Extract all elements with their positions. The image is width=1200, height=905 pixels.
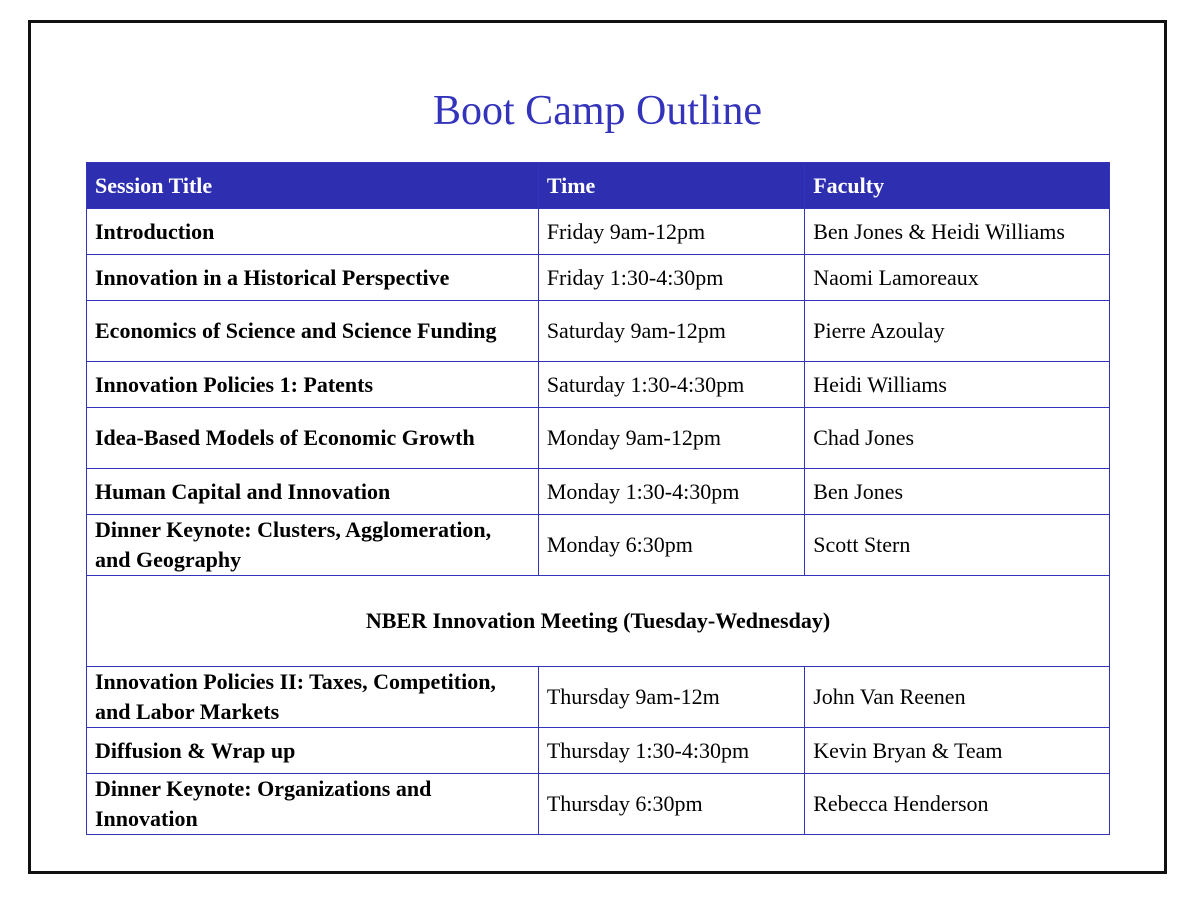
table-row bbox=[87, 728, 1110, 774]
time-cell: Thursday 6:30pm bbox=[538, 774, 804, 835]
session-title-cell: Economics of Science and Science Funding bbox=[87, 301, 539, 362]
faculty-cell: Naomi Lamoreaux bbox=[805, 255, 1110, 301]
session-title-cell: Dinner Keynote: Organizations and Innovation bbox=[87, 774, 539, 835]
faculty-cell: John Van Reenen bbox=[805, 667, 1110, 728]
table-header-row bbox=[87, 163, 1110, 209]
schedule-table bbox=[86, 162, 1110, 835]
session-title-cell: Human Capital and Innovation bbox=[87, 469, 539, 515]
session-title-cell: Introduction bbox=[87, 209, 539, 255]
faculty-cell: Rebecca Henderson bbox=[805, 774, 1110, 835]
header-faculty: Faculty bbox=[805, 163, 1110, 209]
time-cell: Saturday 1:30-4:30pm bbox=[538, 362, 804, 408]
time-cell: Friday 1:30-4:30pm bbox=[538, 255, 804, 301]
table-row bbox=[87, 362, 1110, 408]
meeting-row bbox=[87, 576, 1110, 667]
faculty-cell: Kevin Bryan & Team bbox=[805, 728, 1110, 774]
session-title-cell: Innovation Policies II: Taxes, Competition, and Labor Markets bbox=[87, 667, 539, 728]
table-row bbox=[87, 515, 1110, 576]
faculty-cell: Chad Jones bbox=[805, 408, 1110, 469]
time-cell: Thursday 9am-12m bbox=[538, 667, 804, 728]
page-title: Boot Camp Outline bbox=[433, 88, 762, 134]
time-cell: Monday 6:30pm bbox=[538, 515, 804, 576]
time-cell: Saturday 9am-12pm bbox=[538, 301, 804, 362]
time-cell: Monday 9am-12pm bbox=[538, 408, 804, 469]
slide bbox=[28, 20, 1167, 874]
table-row bbox=[87, 667, 1110, 728]
faculty-cell: Scott Stern bbox=[805, 515, 1110, 576]
time-cell: Thursday 1:30-4:30pm bbox=[538, 728, 804, 774]
meeting-cell: NBER Innovation Meeting (Tuesday-Wednesday) bbox=[87, 576, 1110, 667]
table-row bbox=[87, 209, 1110, 255]
table-row bbox=[87, 301, 1110, 362]
session-title-cell: Diffusion & Wrap up bbox=[87, 728, 539, 774]
table-row bbox=[87, 408, 1110, 469]
header-time: Time bbox=[538, 163, 804, 209]
faculty-cell: Pierre Azoulay bbox=[805, 301, 1110, 362]
session-title-cell: Dinner Keynote: Clusters, Agglomeration, and Geography bbox=[87, 515, 539, 576]
faculty-cell: Ben Jones & Heidi Williams bbox=[805, 209, 1110, 255]
time-cell: Friday 9am-12pm bbox=[538, 209, 804, 255]
session-title-cell: Innovation in a Historical Perspective bbox=[87, 255, 539, 301]
table-row bbox=[87, 255, 1110, 301]
faculty-cell: Ben Jones bbox=[805, 469, 1110, 515]
session-title-cell: Innovation Policies 1: Patents bbox=[87, 362, 539, 408]
session-title-cell: Idea-Based Models of Economic Growth bbox=[87, 408, 539, 469]
table-row bbox=[87, 774, 1110, 835]
faculty-cell: Heidi Williams bbox=[805, 362, 1110, 408]
table-row bbox=[87, 469, 1110, 515]
header-session-title: Session Title bbox=[87, 163, 539, 209]
time-cell: Monday 1:30-4:30pm bbox=[538, 469, 804, 515]
